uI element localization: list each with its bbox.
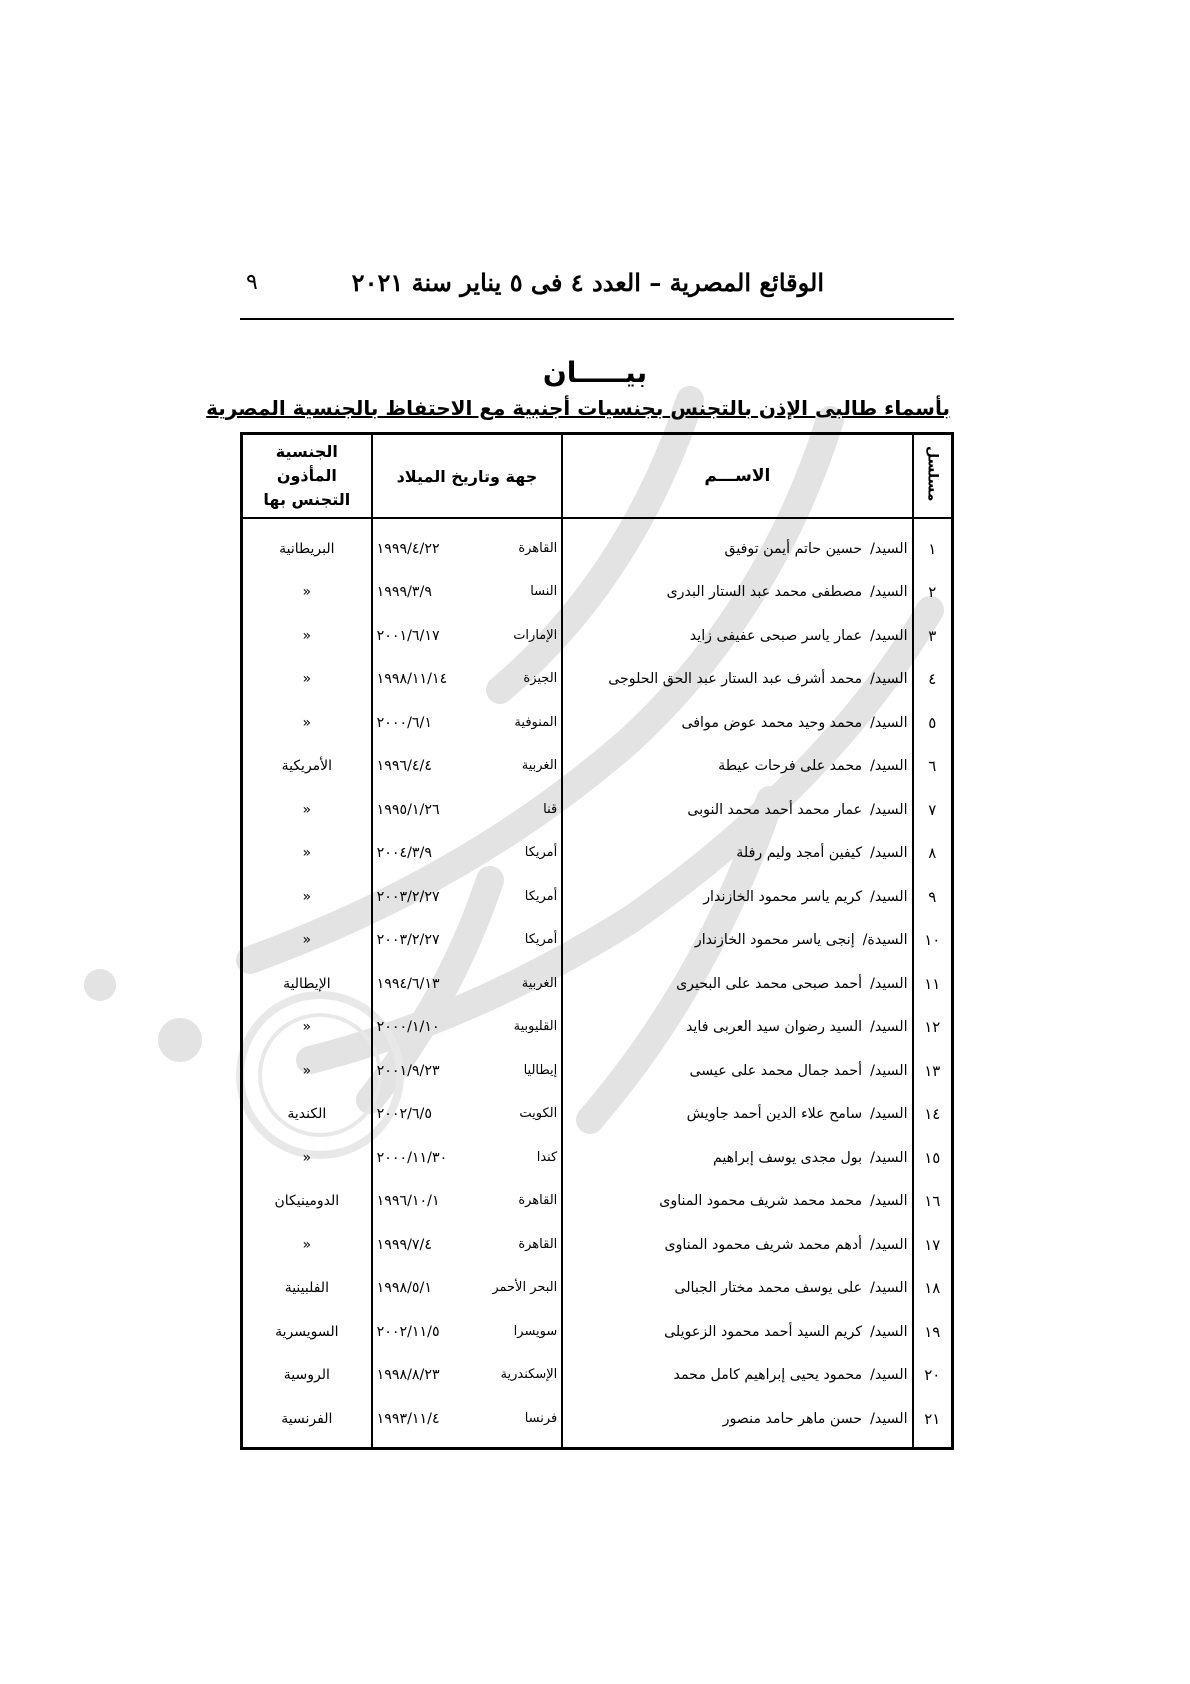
row-birth-date: ١٩٩٩/٧/٤ bbox=[376, 1236, 432, 1253]
row-name-cell bbox=[562, 1310, 912, 1354]
row-full-name: محمد محمد شريف محمود المناوى bbox=[659, 1193, 863, 1210]
row-name-cell bbox=[562, 658, 912, 702]
row-title-prefix: السيد/ bbox=[870, 845, 908, 862]
row-title-prefix: السيد/ bbox=[870, 1149, 908, 1166]
table-row bbox=[242, 571, 953, 615]
row-name-cell bbox=[562, 919, 912, 963]
row-birth-place: أمريكا bbox=[524, 932, 558, 948]
row-serial: ٢١ bbox=[913, 1397, 953, 1448]
row-birth-place: المنوفية bbox=[514, 714, 558, 730]
table-row bbox=[242, 1223, 953, 1267]
row-birth-place: الكويت bbox=[519, 1106, 558, 1122]
row-serial: ١٣ bbox=[913, 1049, 953, 1093]
table-row bbox=[242, 1354, 953, 1398]
row-title-prefix: السيد/ bbox=[870, 1019, 908, 1036]
row-nationality: « bbox=[242, 1223, 372, 1267]
row-nationality: « bbox=[242, 614, 372, 658]
row-nationality: « bbox=[242, 832, 372, 876]
row-full-name: عمار محمد أحمد محمد النوبى bbox=[687, 801, 863, 818]
row-birth-cell bbox=[372, 571, 563, 615]
row-name-cell bbox=[562, 1093, 912, 1137]
row-name-cell bbox=[562, 1180, 912, 1224]
row-nationality: « bbox=[242, 701, 372, 745]
table-row bbox=[242, 658, 953, 702]
row-name-cell bbox=[562, 788, 912, 832]
row-title-prefix: السيد/ bbox=[870, 888, 908, 905]
table-row bbox=[242, 1049, 953, 1093]
row-serial: ٦ bbox=[913, 745, 953, 789]
row-birth-date: ١٩٩٣/١١/٤ bbox=[376, 1410, 440, 1427]
row-birth-cell bbox=[372, 1136, 563, 1180]
table-row bbox=[242, 875, 953, 919]
table-header-row bbox=[242, 434, 953, 519]
row-title-prefix: السيد/ bbox=[870, 1062, 908, 1079]
row-serial: ١٦ bbox=[913, 1180, 953, 1224]
row-serial: ١٨ bbox=[913, 1267, 953, 1311]
row-birth-date: ١٩٩٨/٥/١ bbox=[376, 1280, 432, 1297]
document-subtitle: بأسماء طالبى الإذن بالتجنس بجنسيات أجنبية مع الاحتفاظ بالجنسية المصرية bbox=[206, 396, 950, 420]
row-birth-cell bbox=[372, 518, 563, 571]
row-nationality: البريطانية bbox=[242, 518, 372, 571]
applicants-table bbox=[240, 432, 954, 1450]
row-title-prefix: السيد/ bbox=[870, 1236, 908, 1253]
row-name-cell bbox=[562, 1354, 912, 1398]
row-full-name: بول مجدى يوسف إبراهيم bbox=[712, 1149, 863, 1166]
row-birth-cell bbox=[372, 1006, 563, 1050]
row-full-name: محمود يحيى إبراهيم كامل محمد bbox=[673, 1367, 863, 1384]
row-title-prefix: السيد/ bbox=[870, 1106, 908, 1123]
header-birth: جهة وتاريخ الميلاد bbox=[372, 434, 563, 519]
table-row bbox=[242, 1006, 953, 1050]
row-nationality: السويسرية bbox=[242, 1310, 372, 1354]
row-full-name: محمد أشرف عبد الستار عبد الحق الحلوجى bbox=[608, 671, 863, 688]
row-birth-date: ١٩٩٦/٤/٤ bbox=[376, 758, 432, 775]
row-birth-date: ٢٠٠٢/١١/٥ bbox=[376, 1323, 440, 1340]
row-name-cell bbox=[562, 1397, 912, 1448]
row-birth-place: البحر الأحمر bbox=[492, 1280, 558, 1296]
row-name-cell bbox=[562, 701, 912, 745]
row-birth-date: ٢٠٠٣/٢/٢٧ bbox=[376, 888, 440, 905]
row-full-name: محمد على فرحات عيطة bbox=[718, 758, 863, 775]
header-name: الاســـم bbox=[562, 434, 912, 519]
row-birth-place: القاهرة bbox=[518, 540, 558, 556]
row-title-prefix: السيد/ bbox=[870, 1280, 908, 1297]
row-title-prefix: السيد/ bbox=[870, 540, 908, 557]
row-name-cell bbox=[562, 1136, 912, 1180]
row-nationality: « bbox=[242, 1006, 372, 1050]
row-birth-cell bbox=[372, 745, 563, 789]
row-title-prefix: السيدة/ bbox=[862, 932, 908, 949]
row-birth-date: ٢٠٠١/٦/١٧ bbox=[376, 627, 440, 644]
table-row bbox=[242, 614, 953, 658]
row-nationality: « bbox=[242, 875, 372, 919]
row-birth-cell bbox=[372, 1354, 563, 1398]
row-birth-place: الإسكندرية bbox=[500, 1367, 558, 1383]
row-birth-cell bbox=[372, 832, 563, 876]
row-title-prefix: السيد/ bbox=[870, 627, 908, 644]
row-birth-cell bbox=[372, 919, 563, 963]
table-row bbox=[242, 745, 953, 789]
row-full-name: عمار ياسر صبحى عفيفى زايد bbox=[689, 627, 863, 644]
row-birth-cell bbox=[372, 962, 563, 1006]
row-serial: ١٩ bbox=[913, 1310, 953, 1354]
row-full-name: على يوسف محمد مختار الجبالى bbox=[674, 1280, 863, 1297]
row-birth-place: فرنسا bbox=[524, 1410, 558, 1426]
row-nationality: الإيطالية bbox=[242, 962, 372, 1006]
row-serial: ٢ bbox=[913, 571, 953, 615]
row-birth-cell bbox=[372, 658, 563, 702]
row-full-name: أحمد جمال محمد على عيسى bbox=[689, 1062, 863, 1079]
row-serial: ١ bbox=[913, 518, 953, 571]
table-row bbox=[242, 962, 953, 1006]
table-row bbox=[242, 1310, 953, 1354]
row-serial: ٤ bbox=[913, 658, 953, 702]
table-row bbox=[242, 1267, 953, 1311]
row-birth-place: الغربية bbox=[521, 758, 558, 774]
row-birth-cell bbox=[372, 875, 563, 919]
row-nationality: « bbox=[242, 1049, 372, 1093]
row-name-cell bbox=[562, 1006, 912, 1050]
row-nationality: الدومينيكان bbox=[242, 1180, 372, 1224]
row-birth-place: النسا bbox=[530, 584, 558, 600]
row-serial: ٢٠ bbox=[913, 1354, 953, 1398]
row-full-name: سامح علاء الدين أحمد جاويش bbox=[686, 1106, 863, 1123]
row-birth-cell bbox=[372, 1093, 563, 1137]
table-row bbox=[242, 919, 953, 963]
table-row bbox=[242, 518, 953, 571]
row-serial: ١٥ bbox=[913, 1136, 953, 1180]
row-birth-date: ٢٠٠٠/١١/٣٠ bbox=[376, 1149, 448, 1166]
row-birth-date: ١٩٩٤/٦/١٣ bbox=[376, 975, 440, 992]
row-full-name: السيد رضوان سيد العربى فايد bbox=[685, 1019, 863, 1036]
row-birth-place: القاهرة bbox=[518, 1193, 558, 1209]
row-nationality: الفلبينية bbox=[242, 1267, 372, 1311]
row-full-name: حسين حاتم أيمن توفيق bbox=[724, 540, 863, 557]
row-full-name: كريم السيد أحمد محمود الزعويلى bbox=[664, 1323, 863, 1340]
row-birth-cell bbox=[372, 1049, 563, 1093]
gazette-title: الوقائع المصرية – العدد ٤ فى ٥ يناير سنة ٢٠٢١ bbox=[351, 268, 824, 297]
row-name-cell bbox=[562, 614, 912, 658]
row-serial: ٨ bbox=[913, 832, 953, 876]
row-name-cell bbox=[562, 962, 912, 1006]
row-nationality: الروسية bbox=[242, 1354, 372, 1398]
row-full-name: مصطفى محمد عبد الستار البدرى bbox=[666, 584, 863, 601]
row-full-name: إنجى ياسر محمود الخازندار bbox=[694, 932, 855, 949]
row-title-prefix: السيد/ bbox=[870, 1367, 908, 1384]
row-title-prefix: السيد/ bbox=[870, 975, 908, 992]
row-birth-cell bbox=[372, 1267, 563, 1311]
row-serial: ١٢ bbox=[913, 1006, 953, 1050]
row-birth-date: ١٩٩٦/١٠/١ bbox=[376, 1193, 440, 1210]
row-birth-place: الغربية bbox=[521, 975, 558, 991]
page-header bbox=[240, 268, 954, 320]
row-birth-place: أمريكا bbox=[524, 888, 558, 904]
row-birth-place: سويسرا bbox=[513, 1323, 558, 1339]
row-birth-place: الإمارات bbox=[513, 627, 558, 643]
table-row bbox=[242, 1136, 953, 1180]
row-nationality: « bbox=[242, 1136, 372, 1180]
row-serial: ١١ bbox=[913, 962, 953, 1006]
row-serial: ٩ bbox=[913, 875, 953, 919]
row-birth-place: أمريكا bbox=[524, 845, 558, 861]
row-birth-place: قنا bbox=[543, 801, 558, 817]
row-birth-date: ٢٠٠٣/٢/٢٧ bbox=[376, 932, 440, 949]
row-title-prefix: السيد/ bbox=[870, 584, 908, 601]
row-title-prefix: السيد/ bbox=[870, 714, 908, 731]
table-row bbox=[242, 1093, 953, 1137]
row-nationality: « bbox=[242, 919, 372, 963]
row-full-name: أحمد صبحى محمد على البحيرى bbox=[676, 975, 863, 992]
header-nationality: الجنسية المأذون التجنس بها bbox=[242, 434, 372, 519]
row-nationality: الكندية bbox=[242, 1093, 372, 1137]
row-title-prefix: السيد/ bbox=[870, 1193, 908, 1210]
document-title: بيـــــان bbox=[542, 356, 648, 389]
row-birth-date: ٢٠٠١/٩/٢٣ bbox=[376, 1062, 440, 1079]
table-row bbox=[242, 788, 953, 832]
table-row bbox=[242, 1180, 953, 1224]
row-title-prefix: السيد/ bbox=[870, 1410, 908, 1427]
table-row bbox=[242, 832, 953, 876]
row-name-cell bbox=[562, 832, 912, 876]
row-birth-place: القاهرة bbox=[518, 1236, 558, 1252]
row-nationality: « bbox=[242, 571, 372, 615]
row-name-cell bbox=[562, 1267, 912, 1311]
row-nationality: الفرنسية bbox=[242, 1397, 372, 1448]
row-birth-date: ١٩٩٨/١١/١٤ bbox=[376, 671, 448, 688]
row-birth-cell bbox=[372, 701, 563, 745]
row-full-name: حسن ماهر حامد منصور bbox=[722, 1410, 863, 1427]
row-name-cell bbox=[562, 571, 912, 615]
row-birth-cell bbox=[372, 1180, 563, 1224]
row-title-prefix: السيد/ bbox=[870, 758, 908, 775]
page-number: ٩ bbox=[246, 270, 258, 295]
row-nationality: « bbox=[242, 658, 372, 702]
row-birth-place: كندا bbox=[536, 1149, 558, 1165]
row-birth-place: الجيزة bbox=[523, 671, 558, 687]
row-name-cell bbox=[562, 745, 912, 789]
row-birth-date: ٢٠٠٠/٦/١ bbox=[376, 714, 432, 731]
row-serial: ٣ bbox=[913, 614, 953, 658]
row-birth-date: ١٩٩٥/١/٢٦ bbox=[376, 801, 440, 818]
row-birth-date: ١٩٩٩/٣/٩ bbox=[376, 584, 432, 601]
row-nationality: « bbox=[242, 788, 372, 832]
row-birth-date: ١٩٩٨/٨/٢٣ bbox=[376, 1367, 440, 1384]
row-birth-cell bbox=[372, 614, 563, 658]
row-name-cell bbox=[562, 1049, 912, 1093]
row-title-prefix: السيد/ bbox=[870, 801, 908, 818]
table-row bbox=[242, 701, 953, 745]
row-serial: ١٠ bbox=[913, 919, 953, 963]
row-title-prefix: السيد/ bbox=[870, 1323, 908, 1340]
row-serial: ٧ bbox=[913, 788, 953, 832]
row-serial: ١٤ bbox=[913, 1093, 953, 1137]
row-title-prefix: السيد/ bbox=[870, 671, 908, 688]
row-name-cell bbox=[562, 875, 912, 919]
row-birth-date: ١٩٩٩/٤/٢٢ bbox=[376, 540, 440, 557]
header-serial: مسلسل bbox=[913, 434, 953, 519]
row-birth-place: القليوبية bbox=[513, 1019, 558, 1035]
row-birth-date: ٢٠٠٤/٣/٩ bbox=[376, 845, 432, 862]
row-birth-cell bbox=[372, 1310, 563, 1354]
row-full-name: كريم ياسر محمود الخازندار bbox=[703, 888, 863, 905]
row-birth-cell bbox=[372, 788, 563, 832]
row-birth-cell bbox=[372, 1223, 563, 1267]
row-birth-date: ٢٠٠٠/١/١٠ bbox=[376, 1019, 440, 1036]
row-name-cell bbox=[562, 1223, 912, 1267]
row-serial: ٥ bbox=[913, 701, 953, 745]
row-full-name: أدهم محمد شريف محمود المناوى bbox=[664, 1236, 863, 1253]
row-serial: ١٧ bbox=[913, 1223, 953, 1267]
row-birth-date: ٢٠٠٢/٦/٥ bbox=[376, 1106, 432, 1123]
row-full-name: محمد وحيد محمد عوض موافى bbox=[681, 714, 863, 731]
row-birth-place: إيطاليا bbox=[523, 1062, 558, 1078]
row-birth-cell bbox=[372, 1397, 563, 1448]
table-row bbox=[242, 1397, 953, 1448]
row-full-name: كيفين أمجد وليم رفلة bbox=[736, 845, 863, 862]
row-nationality: الأمريكية bbox=[242, 745, 372, 789]
row-name-cell bbox=[562, 518, 912, 571]
